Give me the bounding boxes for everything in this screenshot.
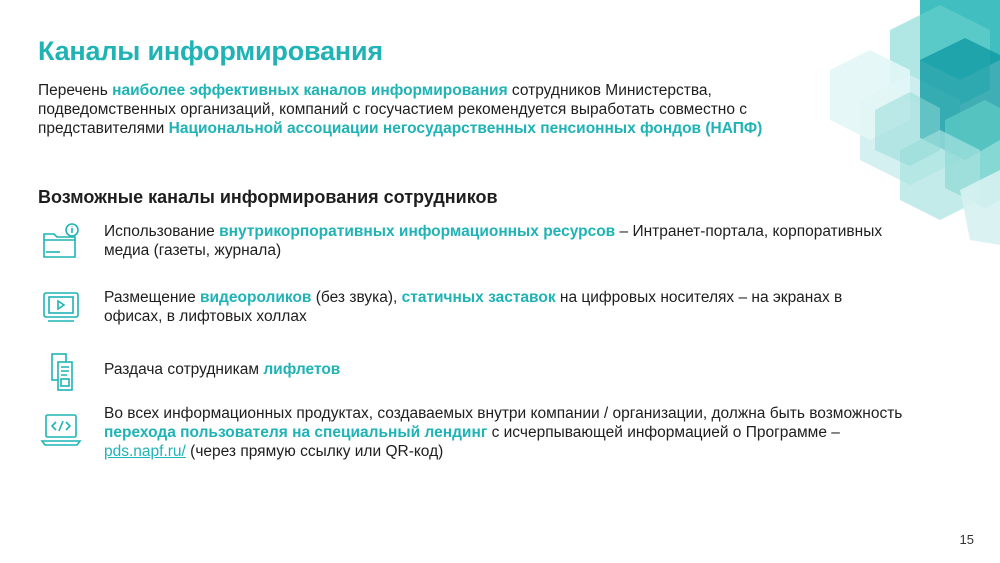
intro-paragraph: Перечень наиболее эффективных каналов информирования сотрудников Министерства, подведомственных организаций, компаний с госучастием рекомендуется выработать совместно с представителями Национальной ассоциации негосударственных пенсионных фондов (НАПФ) (38, 82, 763, 137)
page-title: Каналы информирования (38, 36, 383, 66)
channel-item-text: Раздача сотрудникам лифлетов (104, 361, 341, 378)
page-number: 15 (959, 532, 974, 547)
decorative-hexagons (800, 0, 1000, 250)
channel-item-text: Во всех информационных продуктах, создаваемых внутри компании / организации, должна быть возможность перехода пользователя на специальный лендинг с исчерпывающей информацией о Программе – pds.napf.ru/ (через прямую ссылку или QR-код) (104, 405, 903, 460)
section-subtitle: Возможные каналы информирования сотрудников (38, 187, 498, 207)
leaflet-icon (40, 352, 82, 392)
folder-info-icon (40, 222, 82, 262)
channel-item-text: Размещение видеороликов (без звука), статичных заставок на цифровых носителях – на экранах в офисах, в лифтовых холлах (104, 289, 843, 325)
laptop-code-icon (40, 410, 82, 450)
video-screen-icon (40, 288, 82, 328)
channel-item-text: Использование внутрикорпоративных информационных ресурсов – Интранет-портала, корпоративных медиа (газеты, журнала) (104, 223, 883, 259)
landing-link[interactable]: pds.napf.ru/ (104, 443, 186, 460)
